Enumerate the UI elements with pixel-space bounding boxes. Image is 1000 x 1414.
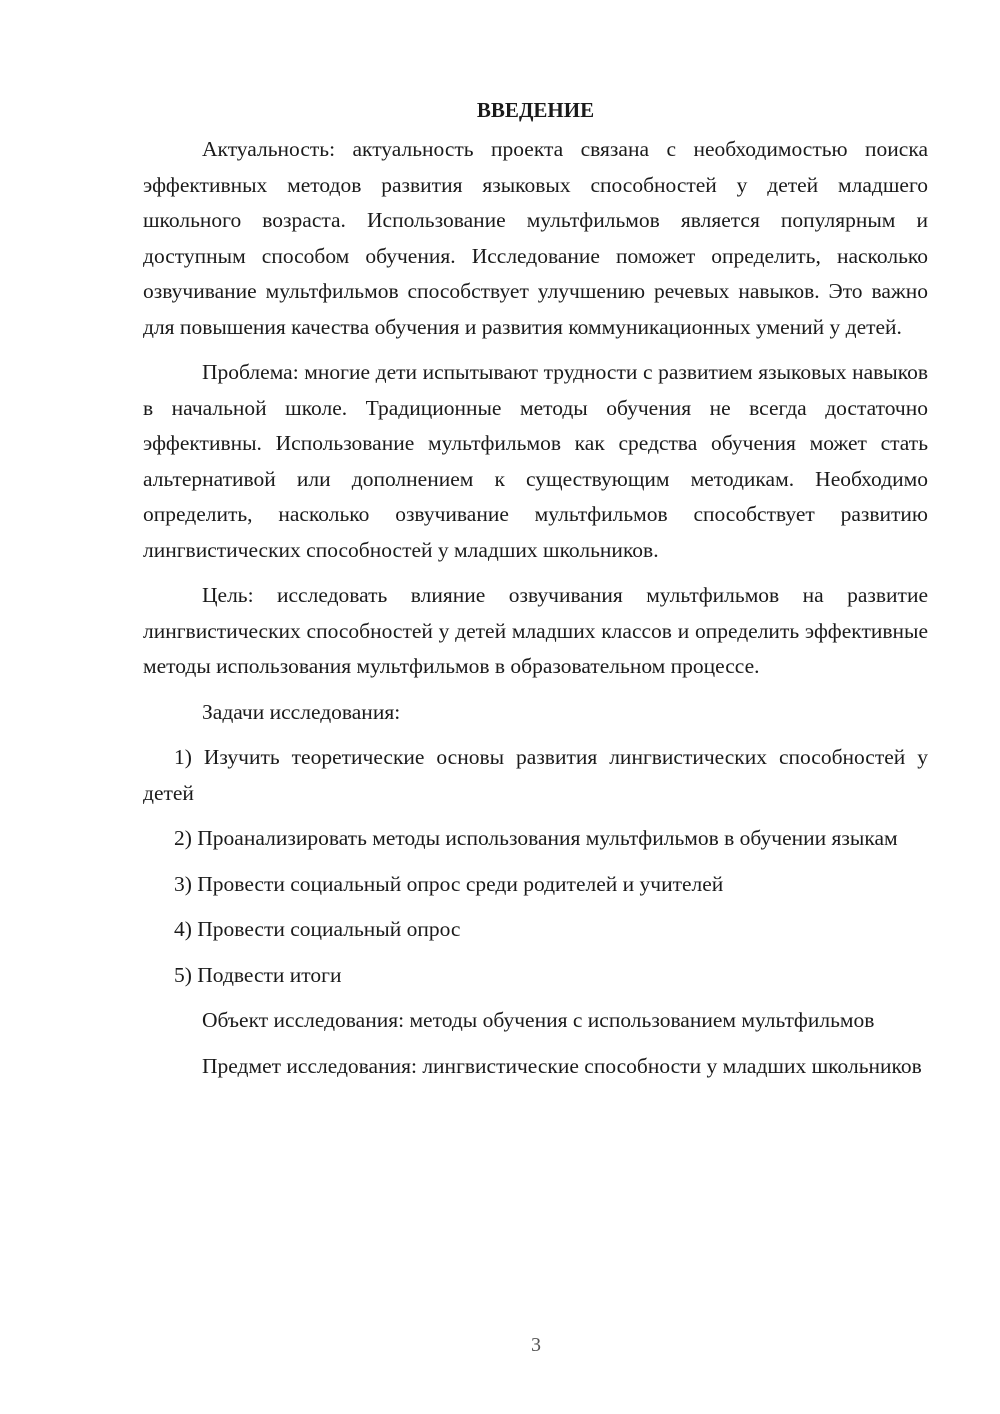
subject-paragraph: Предмет исследования: лингвистические способности у младших школьников <box>202 1053 922 1078</box>
tasks-title: Задачи исследования: <box>202 699 401 724</box>
document-page <box>143 96 928 1094</box>
goal-paragraph: Цель: исследовать влияние озвучивания мультфильмов на развитие лингвистических способностей у детей младших классов и определить эффективные методы использования мультфильмов в образовательном процессе. <box>143 583 928 678</box>
relevance-paragraph: Актуальность: актуальность проекта связана с необходимостью поиска эффективных методов развития языковых способностей у детей младшего школьного возраста. Использование мультфильмов является популярным и доступным способом обучения. Исследование поможет определить, насколько озвучивание мультфильмов способствует улучшению речевых навыков. Это важно для повышения качества обучения и развития коммуникационных умений у детей. <box>143 137 928 339</box>
page-number: 3 <box>531 1334 541 1356</box>
task-item: 5) Подвести итоги <box>174 962 342 987</box>
task-item: 3) Провести социальный опрос среди родителей и учителей <box>174 871 724 896</box>
task-item: 1) Изучить теоретические основы развития лингвистических способностей у детей <box>143 745 928 805</box>
section-heading: ВВЕДЕНИЕ <box>476 98 595 122</box>
task-item: 2) Проанализировать методы использования мультфильмов в обучении языкам <box>174 826 898 850</box>
task-item: 4) Провести социальный опрос <box>174 917 461 941</box>
object-paragraph: Объект исследования: методы обучения с использованием мультфильмов <box>202 1008 875 1032</box>
tasks-list <box>143 740 928 993</box>
problem-paragraph: Проблема: многие дети испытывают трудности с развитием языковых навыков в начальной школе. Традиционные методы обучения не всегда достаточно эффективны. Использование мультфильмов как средства обучения может стать альтернативой или дополнением к существующим методикам. Необходимо определить, насколько озвучивание мультфильмов способствует развитию лингвистических способностей у младших школьников. <box>143 360 928 562</box>
